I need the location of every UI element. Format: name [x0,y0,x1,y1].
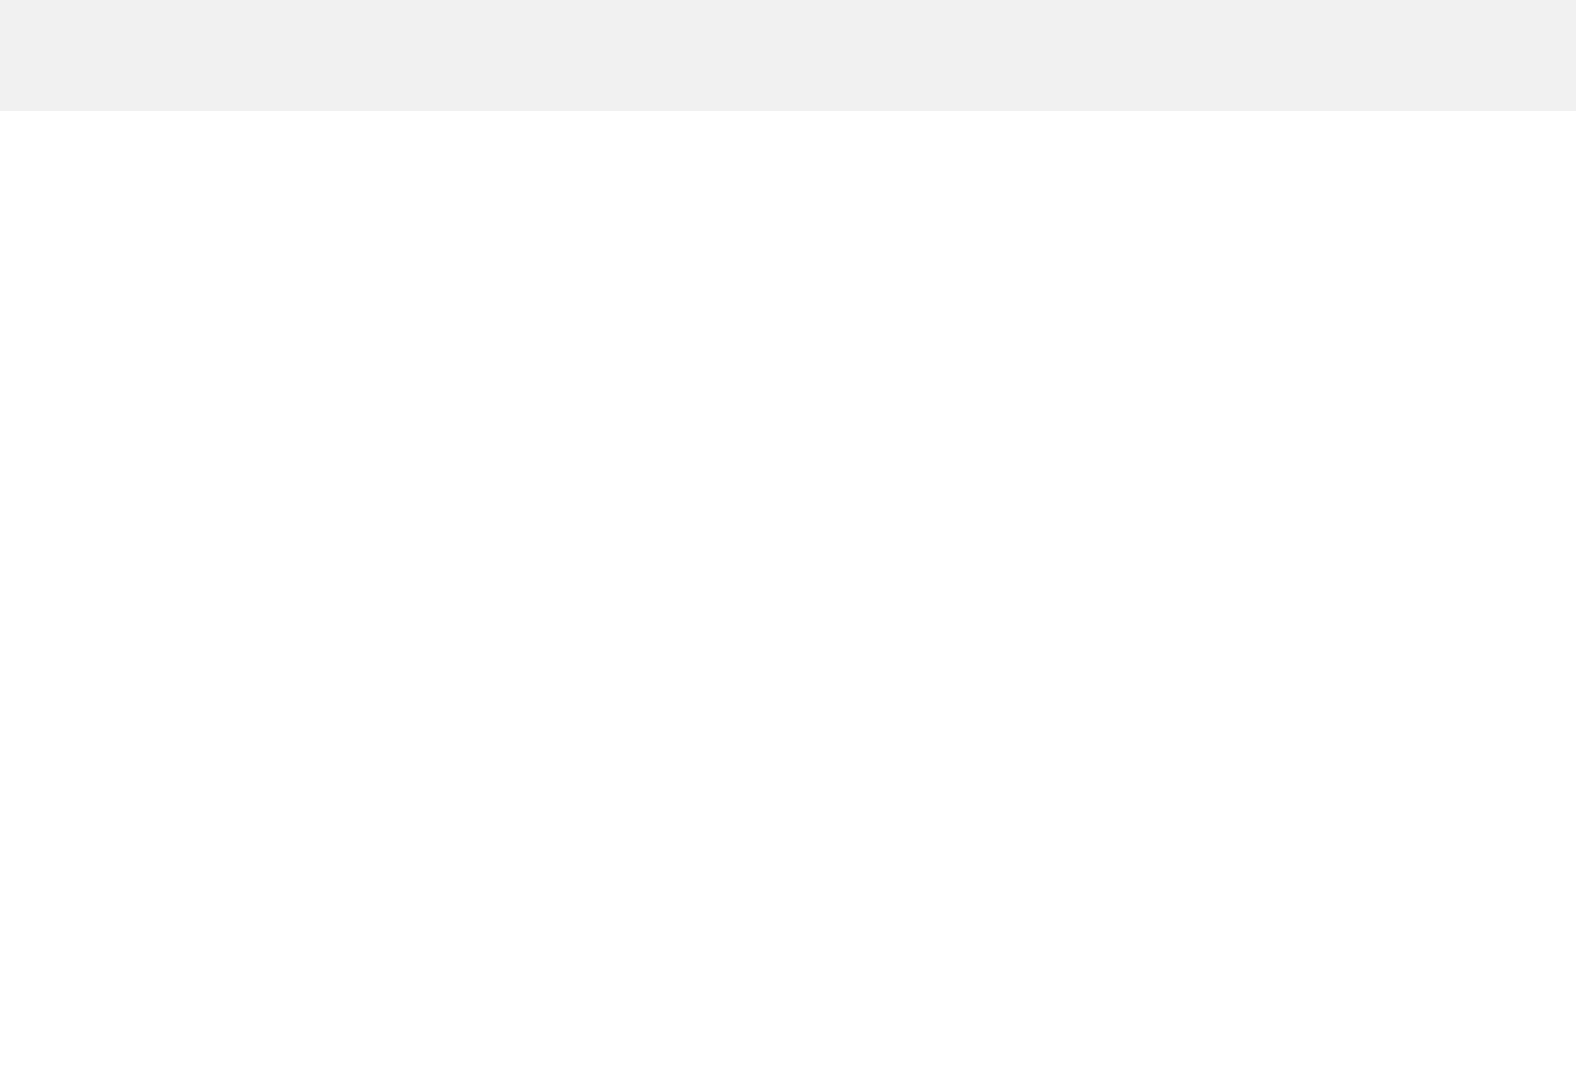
slide-header [0,0,1576,111]
slide-content [0,111,1576,378]
equation-block [62,258,1548,378]
